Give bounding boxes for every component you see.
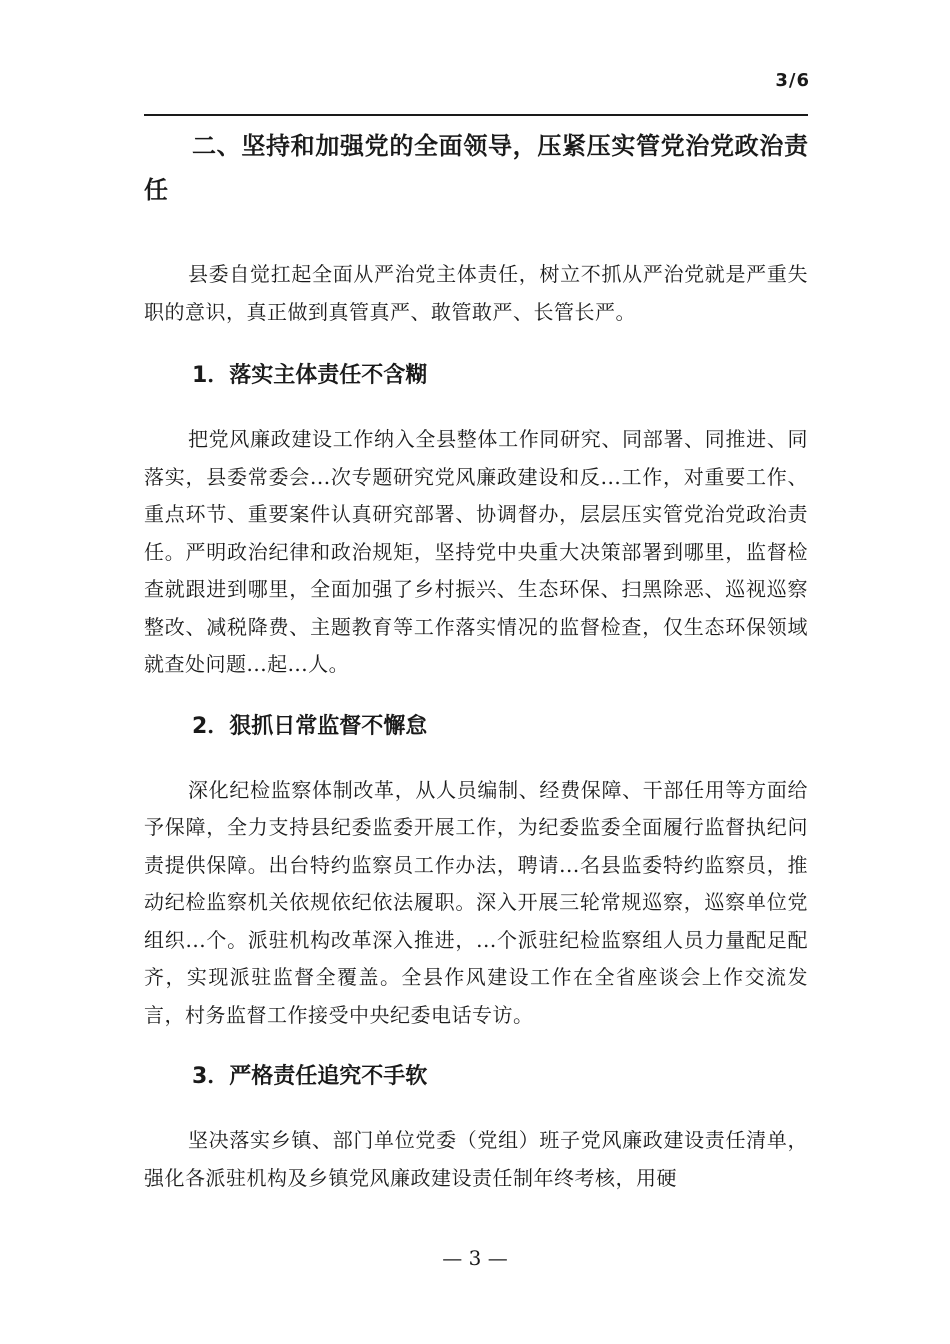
subsection-paragraph-3: 坚决落实乡镇、部门单位党委（党组）班子党风廉政建设责任清单，强化各派驻机构及乡镇党风廉政建设责任制年终考核，用硬 <box>144 1128 808 1190</box>
subsection-paragraph-1: 把党风廉政建设工作纳入全县整体工作同研究、同部署、同推进、同落实，县委常委会...次专题研究党风廉政建设和反...工作，对重要工作、重点环节、重要案件认真研究部署、协调督办，层层压实管党治党政治责任。严明政治纪律和政治规矩，坚持党中央重大决策部署到哪里，监督检查就跟进到哪里，全面加强了乡村振兴、生态环保、扫黑除恶、巡视巡察整改、减税降费、主题教育等工作落实情况的监督检查，仅生态环保领域就查处问题...起...人。 <box>144 427 808 676</box>
header-rule <box>144 114 808 116</box>
subsection-heading-3: 3．严格责任追究不手软 <box>192 1064 428 1089</box>
subsection-heading-2: 2．狠抓日常监督不懈怠 <box>192 713 428 739</box>
subsection-paragraph-2: 深化纪检监察体制改革，从人员编制、经费保障、干部任用等方面给予保障，全力支持县纪委监委开展工作，为纪委监委全面履行监督执纪问责提供保障。出台特约监察员工作办法，聘请...名县监委特约监察员，推动纪检监察机关依规依纪依法履职。深入开展三轮常规巡察，巡察单位党组织...个。派驻机构改革深入推进，...个派驻纪检监察组人员力量配足配齐，实现派驻监督全覆盖。全县作风建设工作在全省座谈会上作交流发言，村务监督工作接受中央纪委电话专访。 <box>144 777 808 1027</box>
document-body <box>144 124 808 1197</box>
subsection-heading-1: 1．落实主体责任不含糊 <box>192 363 428 388</box>
page-counter: 3/6 <box>775 70 810 91</box>
section-heading: 二、坚持和加强党的全面领导，压紧压实管党治党政治责任 <box>144 132 808 204</box>
footer-page-number: — 3 — <box>442 1246 508 1270</box>
intro-paragraph: 县委自觉扛起全面从严治党主体责任，树立不抓从严治党就是严重失职的意识，真正做到真管真严、敢管敢严、长管长严。 <box>144 262 808 324</box>
